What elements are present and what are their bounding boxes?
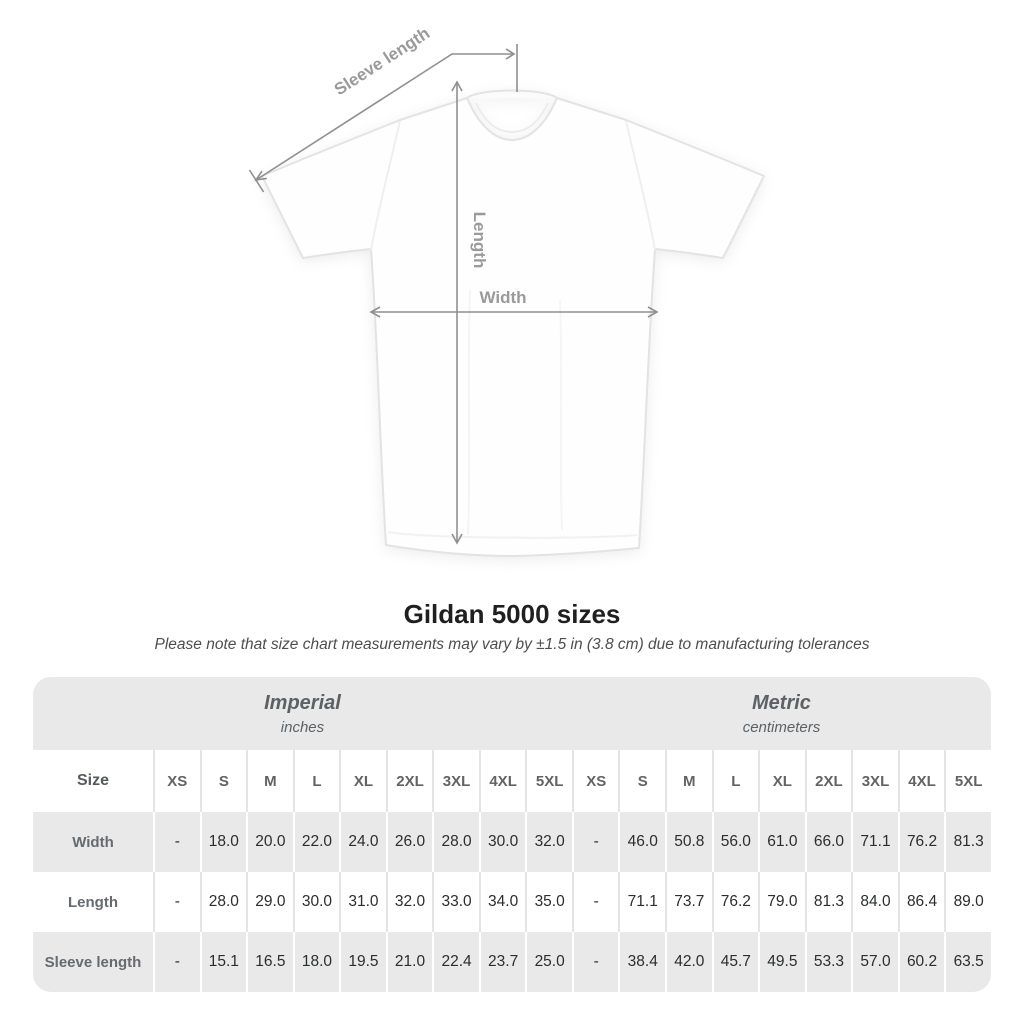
table-cell: 31.0 — [339, 872, 386, 932]
size-header-imperial-xs: XS — [153, 750, 200, 812]
table-cell: 66.0 — [805, 812, 852, 872]
table-cell: 60.2 — [898, 932, 945, 992]
size-header-metric-3xl: 3XL — [851, 750, 898, 812]
table-cell: 21.0 — [386, 932, 433, 992]
table-cell: 76.2 — [898, 812, 945, 872]
table-cell: 23.7 — [479, 932, 526, 992]
size-header-row — [33, 750, 991, 812]
table-cell: 30.0 — [479, 812, 526, 872]
size-header-imperial-5xl: 5XL — [525, 750, 572, 812]
tolerance-note: Please note that size chart measurements may vary by ±1.5 in (3.8 cm) due to manufacturing tolerances — [154, 636, 870, 653]
table-cell: 63.5 — [944, 932, 991, 992]
row-label: Sleeve length — [33, 932, 153, 992]
table-cell: 86.4 — [898, 872, 945, 932]
metric-unit-label: centimeters — [742, 718, 821, 736]
table-cell: 18.0 — [200, 812, 247, 872]
size-header-imperial-l: L — [293, 750, 340, 812]
table-cell: 45.7 — [712, 932, 759, 992]
size-header-imperial-xl: XL — [339, 750, 386, 812]
row-label: Length — [33, 872, 153, 932]
table-cell: 56.0 — [712, 812, 759, 872]
table-cell: 42.0 — [665, 932, 712, 992]
table-cell: 20.0 — [246, 812, 293, 872]
table-cell: 35.0 — [525, 872, 572, 932]
table-cell: 46.0 — [618, 812, 665, 872]
table-cell: 61.0 — [758, 812, 805, 872]
table-cell: 81.3 — [944, 812, 991, 872]
table-cell: 28.0 — [200, 872, 247, 932]
tshirt-image — [262, 91, 764, 557]
metric-label: Metric — [752, 691, 811, 714]
page-title: Gildan 5000 sizes — [403, 599, 621, 629]
table-cell: 18.0 — [293, 932, 340, 992]
table-row — [33, 812, 991, 872]
table-cell: 32.0 — [525, 812, 572, 872]
table-cell: 16.5 — [246, 932, 293, 992]
size-header-imperial-m: M — [246, 750, 293, 812]
table-cell: 24.0 — [339, 812, 386, 872]
table-cell: 73.7 — [665, 872, 712, 932]
table-cell: 71.1 — [851, 812, 898, 872]
imperial-group-header — [33, 677, 572, 750]
table-cell: - — [153, 932, 200, 992]
size-column-header: Size — [33, 750, 153, 812]
size-header-imperial-2xl: 2XL — [386, 750, 433, 812]
size-header-imperial-4xl: 4XL — [479, 750, 526, 812]
width-label: Width — [479, 288, 527, 307]
table-cell: - — [153, 812, 200, 872]
size-header-imperial-3xl: 3XL — [432, 750, 479, 812]
size-header-metric-5xl: 5XL — [944, 750, 991, 812]
table-cell: 57.0 — [851, 932, 898, 992]
table-cell: 22.4 — [432, 932, 479, 992]
size-header-metric-2xl: 2XL — [805, 750, 852, 812]
table-cell: 89.0 — [944, 872, 991, 932]
table-cell: 84.0 — [851, 872, 898, 932]
imperial-unit-label: inches — [280, 718, 325, 736]
table-cell: 30.0 — [293, 872, 340, 932]
table-cell: 50.8 — [665, 812, 712, 872]
table-cell: - — [572, 932, 619, 992]
table-cell: 33.0 — [432, 872, 479, 932]
table-cell: 38.4 — [618, 932, 665, 992]
table-cell: - — [153, 872, 200, 932]
row-label: Width — [33, 812, 153, 872]
size-header-metric-4xl: 4XL — [898, 750, 945, 812]
table-cell: - — [572, 812, 619, 872]
table-cell: 49.5 — [758, 932, 805, 992]
table-cell: 79.0 — [758, 872, 805, 932]
size-chart-table — [33, 677, 991, 992]
table-row — [33, 932, 991, 992]
size-header-imperial-s: S — [200, 750, 247, 812]
unit-group-row — [33, 677, 991, 750]
size-header-metric-xl: XL — [758, 750, 805, 812]
size-header-metric-l: L — [712, 750, 759, 812]
table-cell: 25.0 — [525, 932, 572, 992]
table-cell: 81.3 — [805, 872, 852, 932]
table-cell: 19.5 — [339, 932, 386, 992]
table-cell: 53.3 — [805, 932, 852, 992]
table-cell: 15.1 — [200, 932, 247, 992]
table-cell: 28.0 — [432, 812, 479, 872]
sleeve-length-label: Sleeve length — [330, 23, 434, 100]
table-cell: 71.1 — [618, 872, 665, 932]
size-chart-container — [33, 677, 991, 992]
table-cell: 22.0 — [293, 812, 340, 872]
size-header-metric-s: S — [618, 750, 665, 812]
size-header-metric-m: M — [665, 750, 712, 812]
table-cell: 29.0 — [246, 872, 293, 932]
table-cell: 76.2 — [712, 872, 759, 932]
size-header-metric-xs: XS — [572, 750, 619, 812]
metric-group-header — [572, 677, 991, 750]
table-row — [33, 872, 991, 932]
table-cell: 26.0 — [386, 812, 433, 872]
table-cell: 34.0 — [479, 872, 526, 932]
table-cell: - — [572, 872, 619, 932]
table-cell: 32.0 — [386, 872, 433, 932]
length-label: Length — [470, 211, 489, 269]
imperial-label: Imperial — [264, 691, 341, 714]
